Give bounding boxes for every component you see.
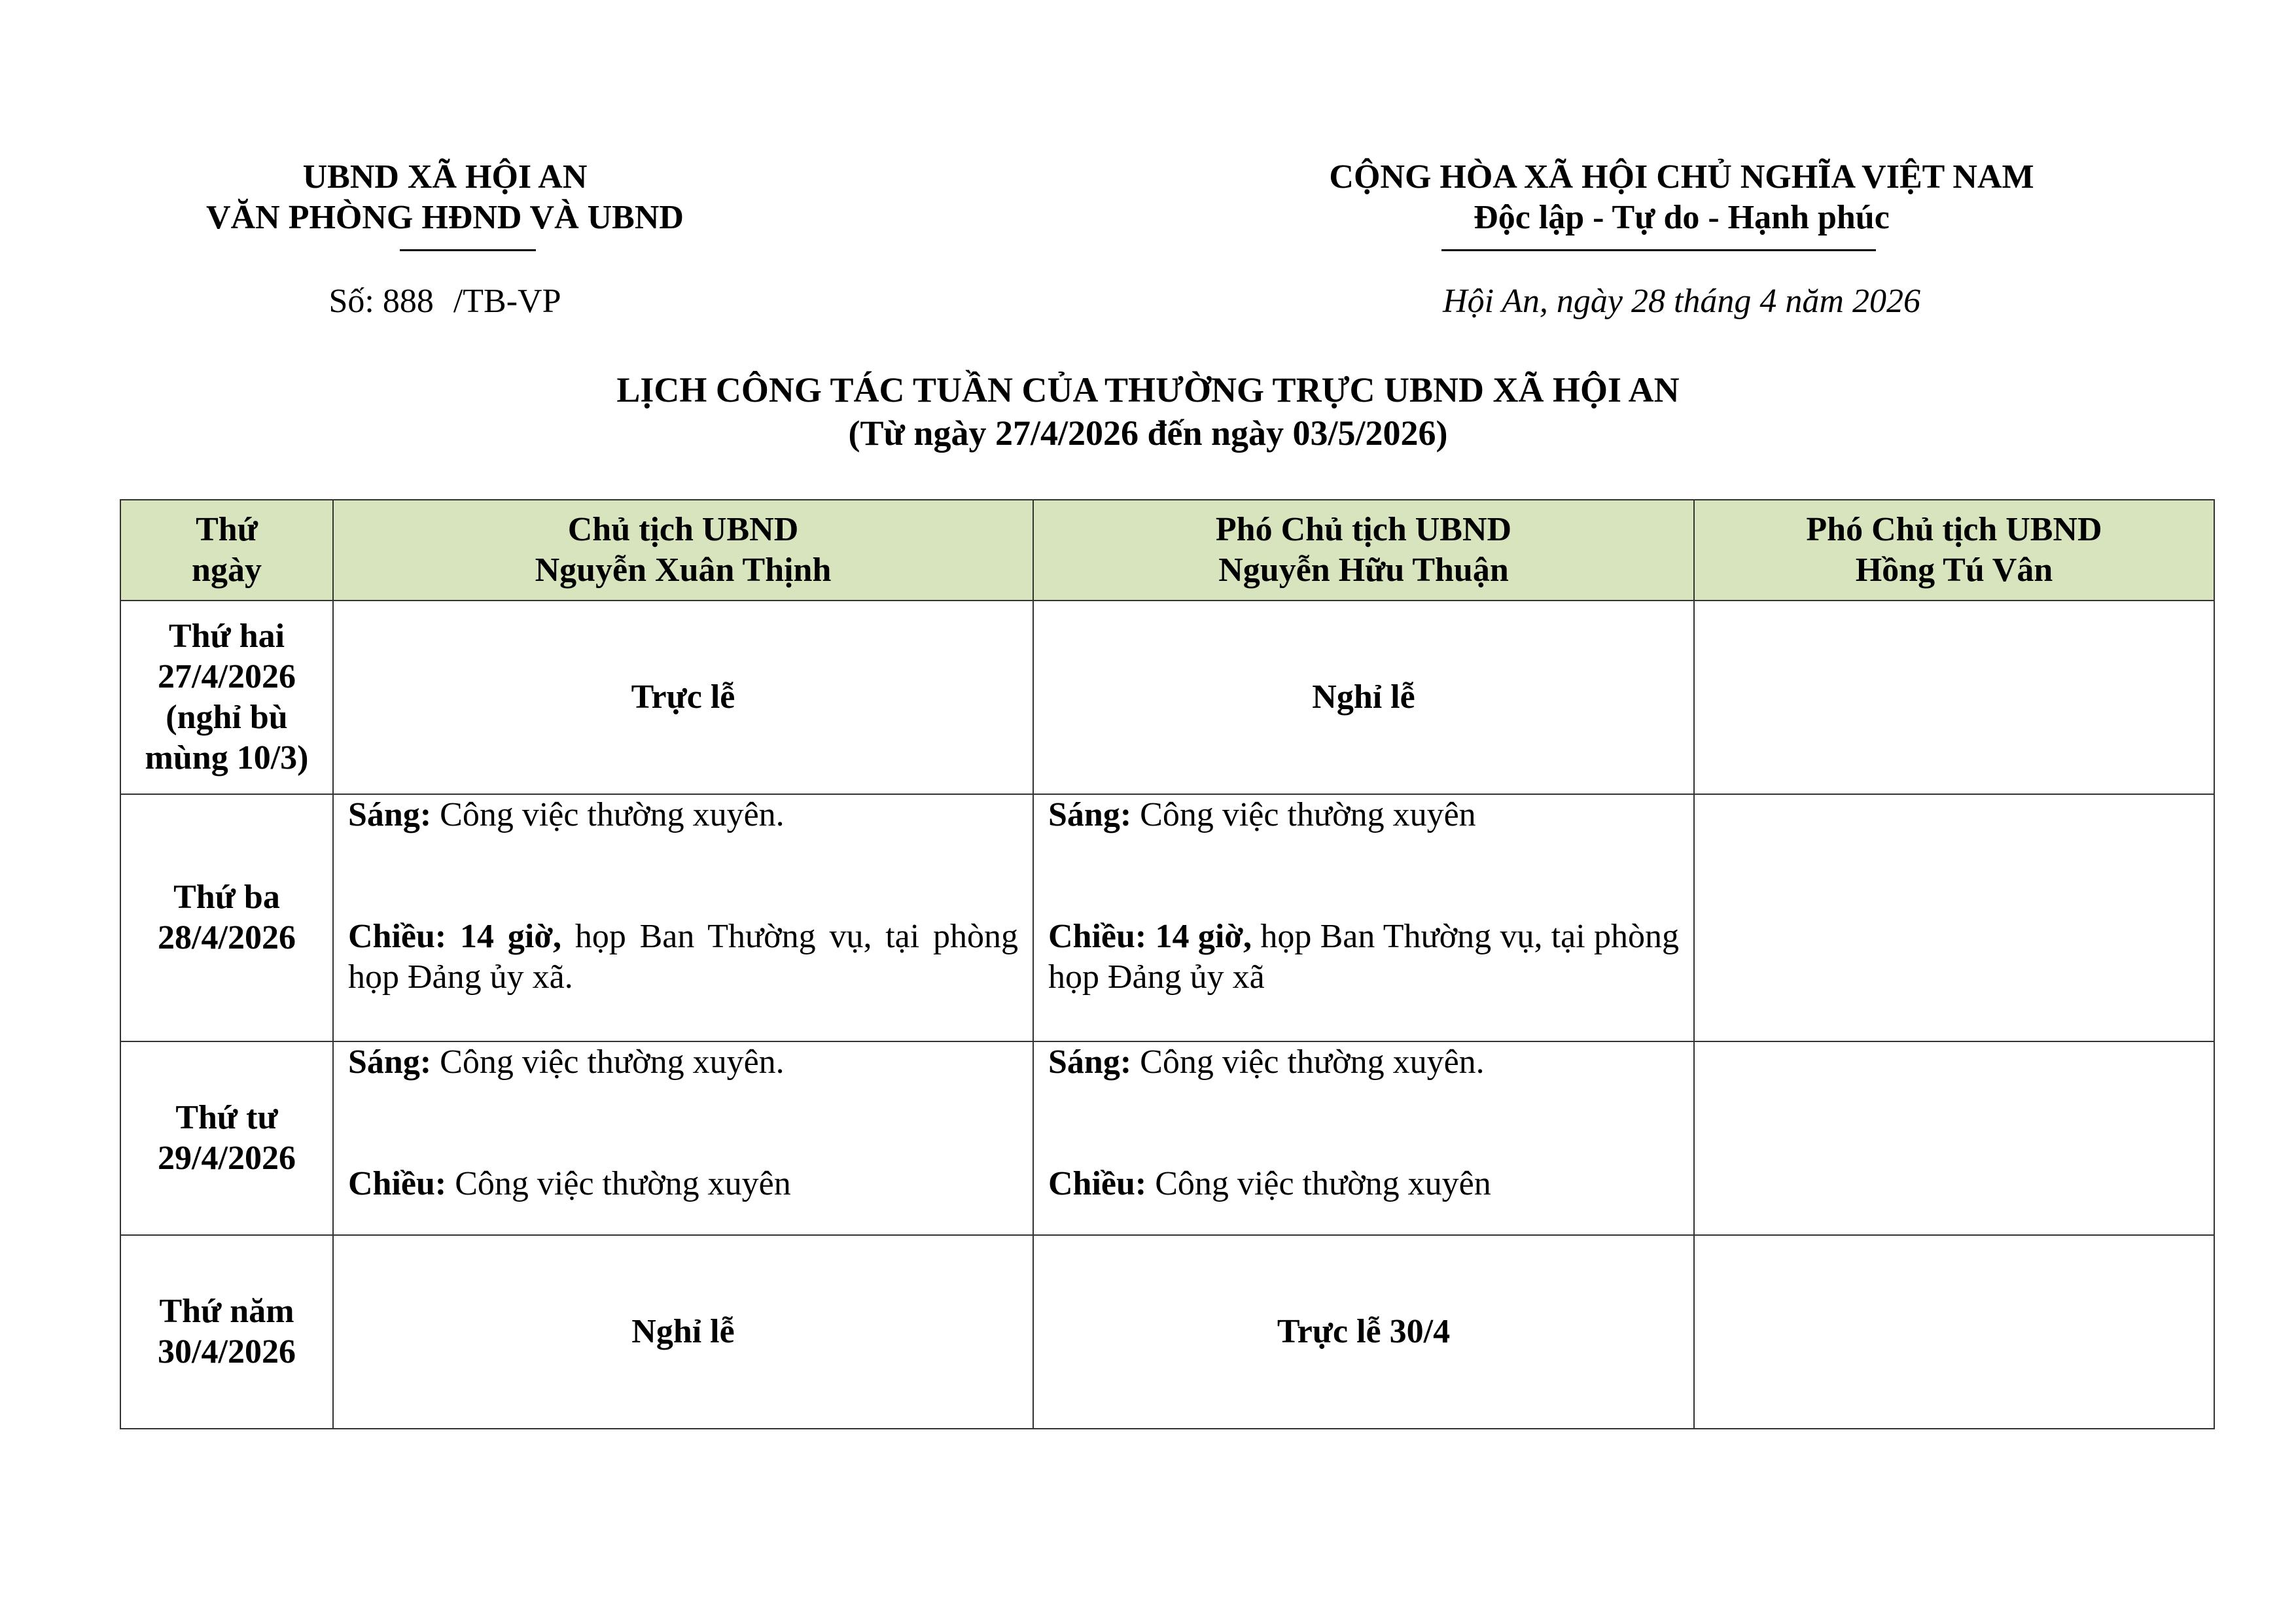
vice-chairman-2-cell: [1694, 794, 2214, 1041]
country-name: CỘNG HÒA XÃ HỘI CHỦ NGHĨA VIỆT NAM: [1329, 158, 2034, 196]
document-number: [118, 281, 772, 322]
table-row: [120, 1041, 2214, 1235]
chairman-cell: [333, 794, 1033, 1041]
national-motto: [1224, 157, 2140, 238]
motto: Độc lập - Tự do - Hạnh phúc: [1474, 199, 1890, 236]
table-header-row: [120, 500, 2214, 601]
day-cell: Thứ tư 29/4/2026: [120, 1041, 333, 1235]
chairman-cell: [333, 1041, 1033, 1235]
title-line-2: (Từ ngày 27/4/2026 đến ngày 03/5/2026): [848, 413, 1448, 453]
issuing-agency: [118, 157, 772, 238]
vice-chairman-2-cell: [1694, 1235, 2214, 1429]
morning-session: Sáng: Công việc thường xuyên: [1048, 796, 1476, 833]
day-cell: Thứ năm 30/4/2026: [120, 1235, 333, 1429]
table-row: [120, 1235, 2214, 1429]
agency-line-2: VĂN PHÒNG HĐND VÀ UBND: [206, 199, 684, 236]
document-number-prefix: Số: 888: [328, 283, 434, 320]
vice-chairman-2-cell: [1694, 601, 2214, 794]
vice-chairman-1-cell: Trực lễ 30/4: [1033, 1235, 1694, 1429]
place-date: Hội An, ngày 28 tháng 4 năm 2026: [1443, 283, 1920, 320]
table-row: [120, 601, 2214, 794]
vice-chairman-2-cell: [1694, 1041, 2214, 1235]
document-title: [0, 368, 2296, 455]
header-vice-chairman-2: Phó Chủ tịch UBND Hồng Tú Vân: [1694, 500, 2214, 601]
day-cell: Thứ ba 28/4/2026: [120, 794, 333, 1041]
vice-chairman-1-cell: Nghỉ lễ: [1033, 601, 1694, 794]
agency-line-1: UBND XÃ HỘI AN: [302, 158, 588, 196]
afternoon-session: Chiều: 14 giờ, họp Ban Thường vụ, tại phòng họp Đảng ủy xã.: [348, 918, 1018, 996]
vice-chairman-1-cell: [1033, 1041, 1694, 1235]
afternoon-session: Chiều: 14 giờ, họp Ban Thường vụ, tại phòng họp Đảng ủy xã: [1048, 918, 1679, 996]
chairman-cell: Nghỉ lễ: [333, 1235, 1033, 1429]
morning-session: Sáng: Công việc thường xuyên.: [348, 796, 785, 833]
header-day: Thứ ngày: [120, 500, 333, 601]
afternoon-session: Chiều: Công việc thường xuyên: [348, 1165, 791, 1202]
agency-underline: [400, 249, 536, 251]
motto-underline: [1441, 249, 1876, 251]
document-number-suffix: /TB-VP: [453, 283, 561, 320]
chairman-cell: Trực lễ: [333, 601, 1033, 794]
header-vice-chairman-1: Phó Chủ tịch UBND Nguyễn Hữu Thuận: [1033, 500, 1694, 601]
day-cell: Thứ hai 27/4/2026 (nghỉ bù mùng 10/3): [120, 601, 333, 794]
table-row: [120, 794, 2214, 1041]
schedule-table: [120, 499, 2215, 1429]
title-line-1: LỊCH CÔNG TÁC TUẦN CỦA THƯỜNG TRỰC UBND XÃ HỘI AN: [616, 370, 1680, 410]
vice-chairman-1-cell: [1033, 794, 1694, 1041]
morning-session: Sáng: Công việc thường xuyên.: [1048, 1043, 1485, 1081]
afternoon-session: Chiều: Công việc thường xuyên: [1048, 1165, 1491, 1202]
header-chairman: Chủ tịch UBND Nguyễn Xuân Thịnh: [333, 500, 1033, 601]
morning-session: Sáng: Công việc thường xuyên.: [348, 1043, 785, 1081]
